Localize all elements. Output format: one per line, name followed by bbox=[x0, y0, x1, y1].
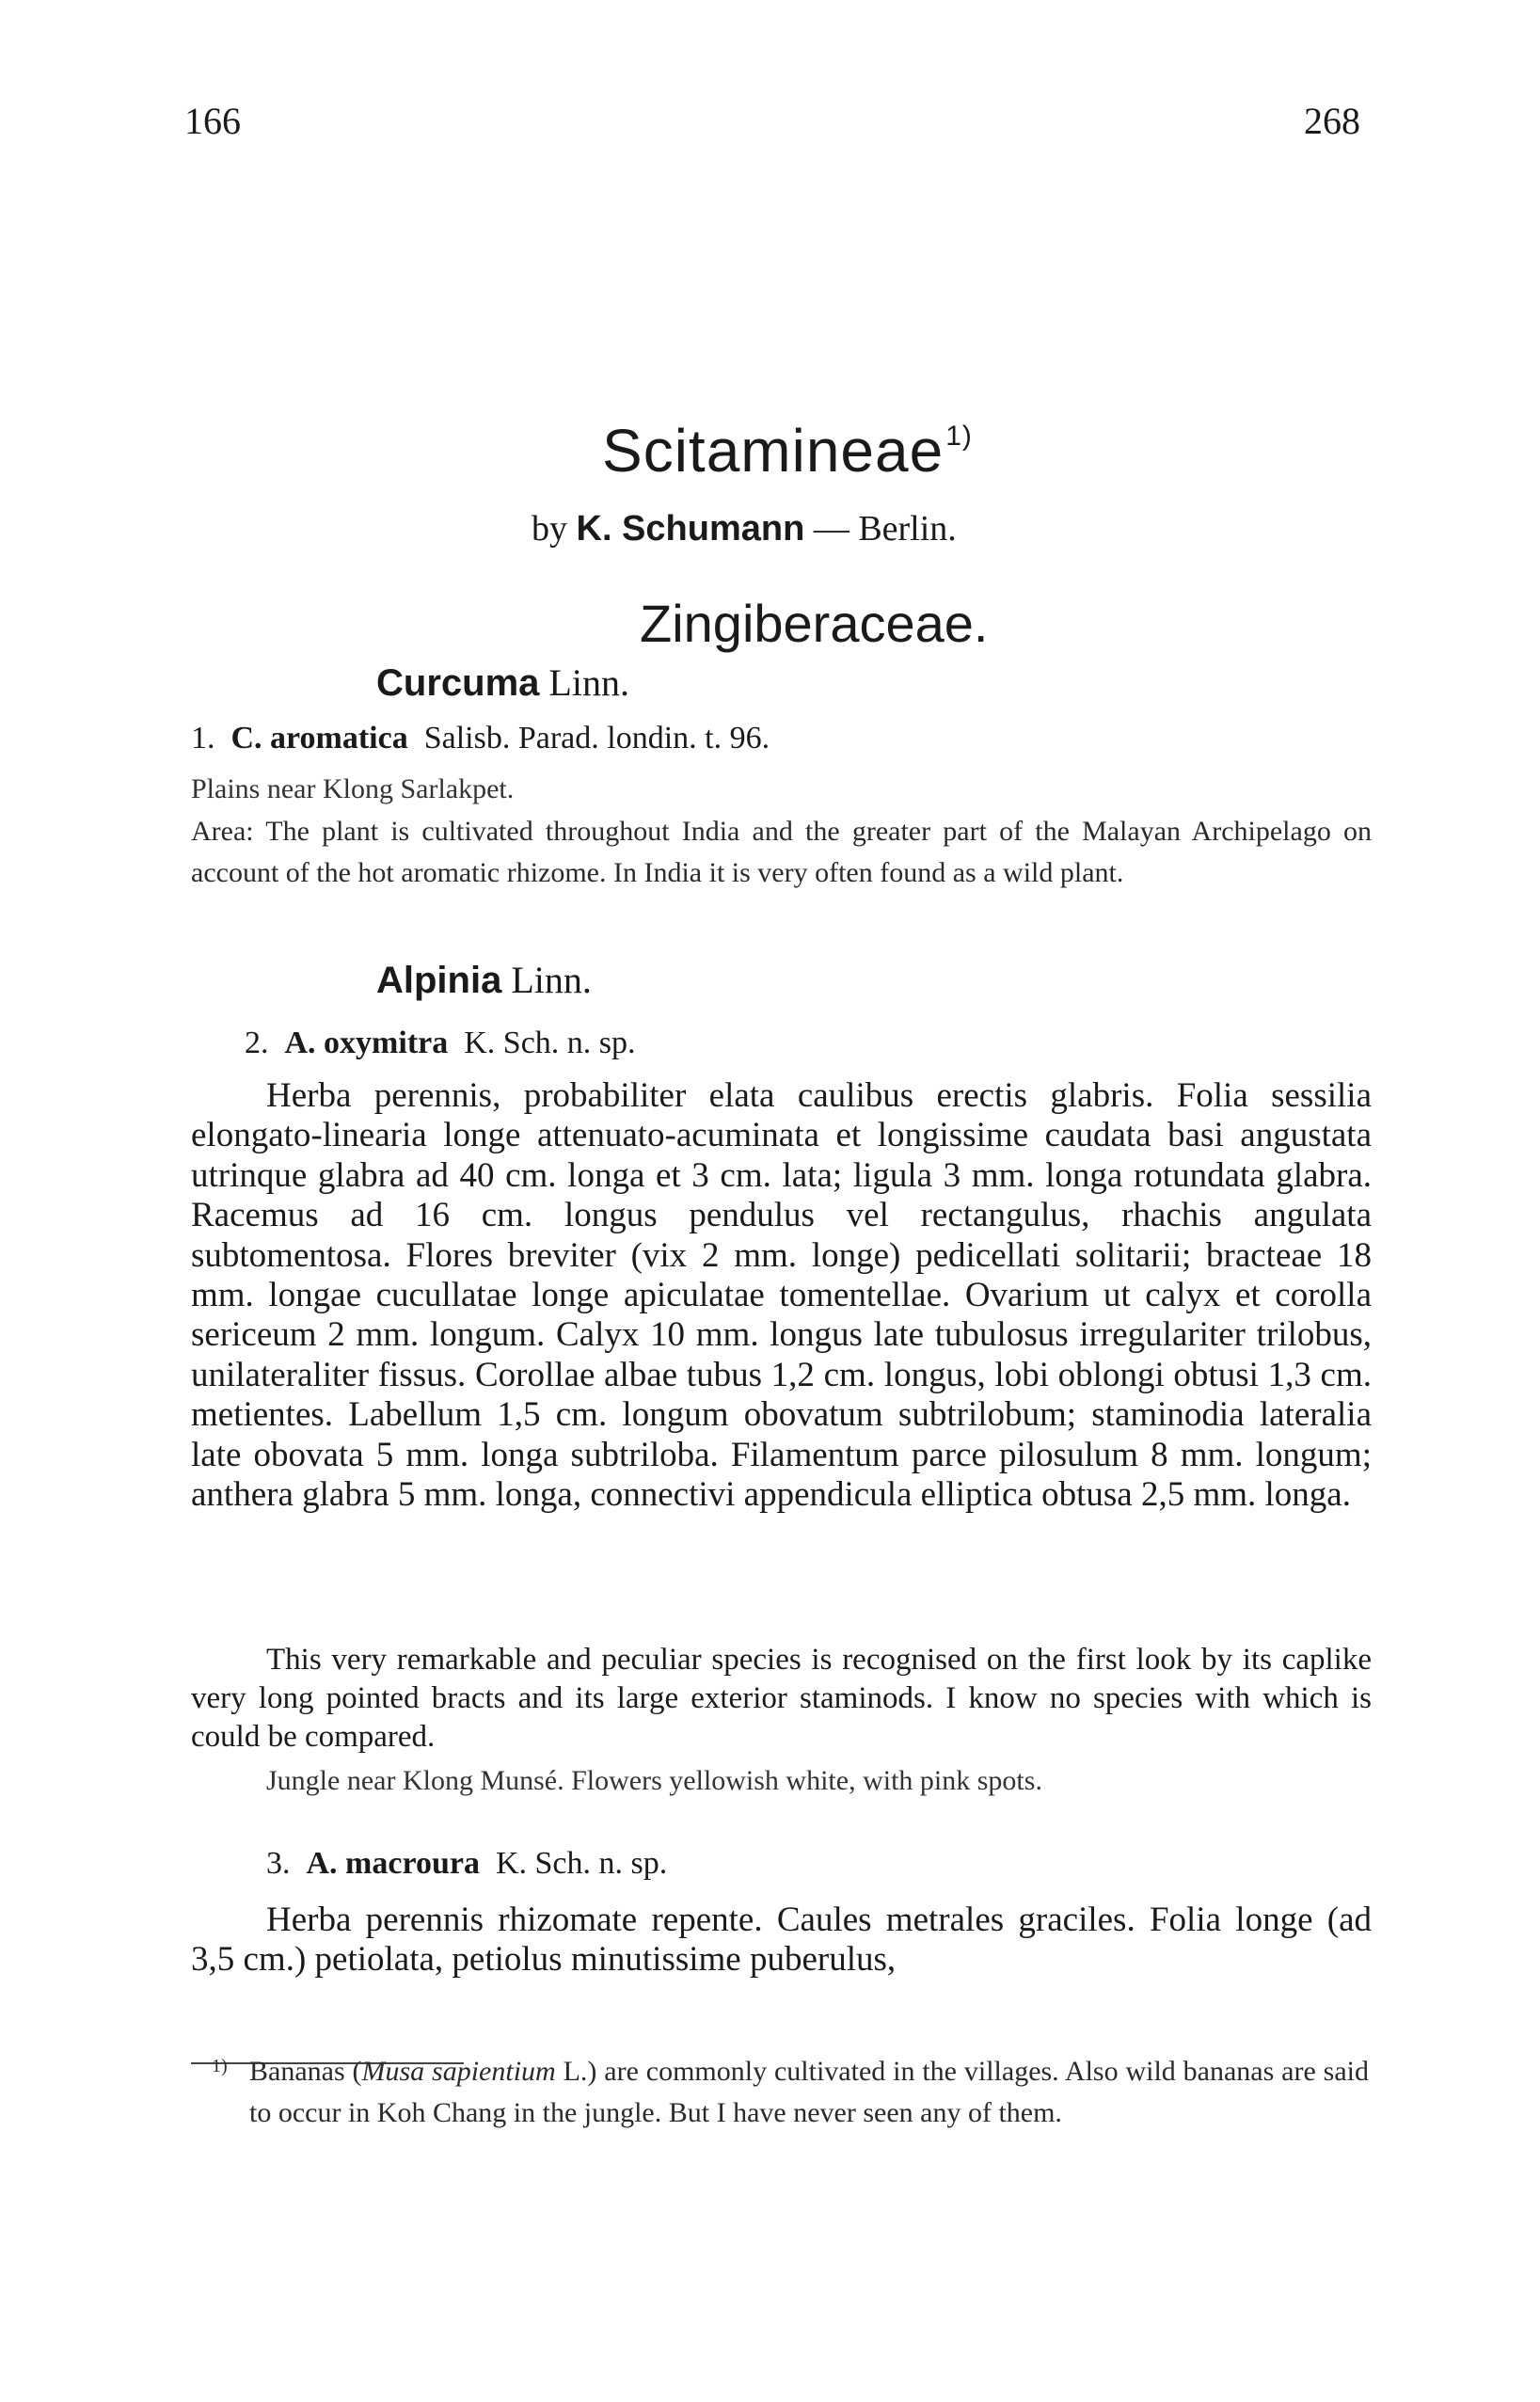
species-name: A. macroura bbox=[306, 1846, 480, 1881]
family-heading: Zingiberaceae. bbox=[640, 594, 989, 653]
species-line-oxymitra: 2. A. oxymitra K. Sch. n. sp. bbox=[245, 1026, 636, 1060]
footnote-mark: 1) bbox=[212, 2056, 228, 2076]
byline: by K. Schumann — Berlin. bbox=[532, 509, 957, 549]
article-title bbox=[602, 416, 973, 485]
species-line-macroura: 3. A. macroura K. Sch. n. sp. bbox=[266, 1846, 668, 1881]
title-text: Scitamineae bbox=[602, 417, 945, 485]
footnote-italic: Musa sapientium bbox=[361, 2056, 556, 2087]
author-name: K. Schumann bbox=[576, 509, 805, 549]
title-footnote-mark: 1) bbox=[945, 421, 973, 452]
remark-oxymitra: This very remarkable and peculiar species is recognised on the first look by its caplike very long pointed bracts and its large exterior staminods. I know no species with which is could be compared. bbox=[191, 1643, 1372, 1754]
footnote: 1) Bananas (Musa sapientium L.) are commonly cultivated in the villages. Also wild bananas are said to occur in Koh Chang in the jungle. But I have never seen any of them. bbox=[249, 2051, 1369, 2134]
description-oxymitra: Herba perennis, probabiliter elata caulibus erectis glabris. Folia sessilia elongato-linearia longe attenuato-acuminata et longissime caudata basi angustata utrinque glabra ad 40 cm. longa et 3 cm. lata; ligula 3 mm. longa rotundata glabra. Racemus ad 16 cm. longus pendulus vel rectangulus, rhachis angulata subtomentosa. Flores breviter (vix 2 mm. longe) pedicellati solitarii; bracteae 18 mm. longae cucullatae longe apiculatae tomentellae. Ovarium ut calyx et corolla sericeum 2 mm. longum. Calyx 10 mm. longus late tubulosus irregulariter trilobus, unilateraliter fissus. Corollae albae tubus 1,2 cm. longus, lobi oblongi obtusi 1,3 cm. metientes. Labellum 1,5 cm. longum obovatum subtrilobum; staminodia lateralia late obovata 5 mm. longa subtriloba. Filamentum parce pilosulum 8 mm. longum; anthera glabra 5 mm. longa, connectivi appendicula elliptica obtusa 2,5 mm. longa. bbox=[191, 1076, 1372, 1515]
genus-heading-alpinia: Alpinia Linn. bbox=[376, 959, 592, 1001]
area-paragraph: Area: The plant is cultivated throughout India and the greater part of the Malayan Archipelago on account of the hot aromatic rhizome. In India it is very often found as a wild plant. bbox=[191, 816, 1372, 888]
species-line-curcuma: 1. C. aromatica Salisb. Parad. londin. t. 96. bbox=[191, 721, 770, 756]
locality-oxymitra: Jungle near Klong Munsé. Flowers yellowish white, with pink spots. bbox=[266, 1765, 1042, 1796]
species-name: A. oxymitra bbox=[284, 1026, 449, 1060]
author-place: Berlin. bbox=[858, 509, 957, 549]
species-name: C. aromatica bbox=[230, 721, 408, 756]
page-number-left: 166 bbox=[184, 100, 241, 142]
locality-curcuma: Plains near Klong Sarlakpet. bbox=[191, 773, 515, 804]
genus-heading-curcuma: Curcuma Linn. bbox=[376, 661, 629, 704]
description-macroura: Herba perennis rhizomate repente. Caules metrales graciles. Folia longe (ad 3,5 cm.) petiolata, petiolus minutissime puberulus, bbox=[191, 1901, 1372, 1980]
page-number-right: 268 bbox=[1304, 100, 1360, 142]
